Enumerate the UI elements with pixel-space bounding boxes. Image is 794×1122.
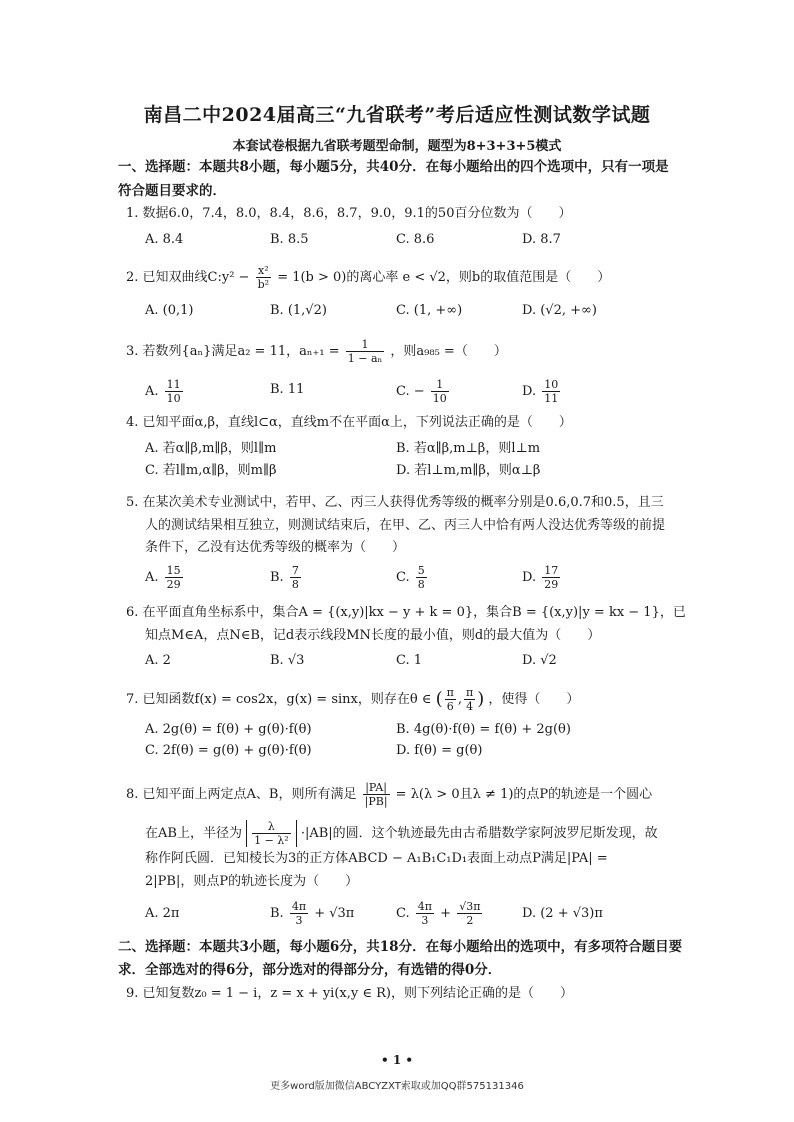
q2-stem-part1: 2. 已知双曲线C:y² − [126, 270, 250, 285]
q8-option-d: D. (2 + √3)π [522, 906, 603, 921]
q2-fraction [256, 264, 271, 291]
q2-option-b: B. (1,√2) [270, 303, 327, 318]
q3-d-num: 10 [544, 378, 559, 391]
q5-option-b [270, 564, 303, 591]
section1-heading-line1: 一、选择题：本题共8小题，每小题5分，共40分．在每小题给出的四个选项中，只有一项是 [118, 159, 669, 175]
q8-c-label: C. [396, 906, 410, 921]
q2-frac-den: b² [257, 278, 270, 291]
q5-c-label: C. [396, 570, 410, 585]
q8-ratio-num: |PA| [363, 781, 390, 795]
q8-option-a: A. 2π [145, 906, 180, 921]
q3-d-fraction [542, 378, 560, 405]
q5-line3: 条件下，乙没有达优秀等级的概率为（ ） [145, 540, 406, 555]
q5-b-fraction [290, 564, 301, 591]
q7-interval-open: ( [435, 688, 443, 710]
q3-stem-part1: 3. 若数列{aₙ}满足a₂ = 11，aₙ₊₁ = [126, 344, 340, 359]
q6-line1: 6. 在平面直角坐标系中，集合A = {(x,y)|kx − y + k = 0}，集合B = {(x,y)|y = kx − 1}，已 [126, 605, 686, 620]
q7-option-a: A. 2g(θ) = f(θ) + g(θ)·f(θ) [145, 722, 312, 737]
q8-ratio-den: |PB| [364, 795, 388, 808]
q8-c-plus: + [440, 906, 452, 921]
q3-fraction [346, 338, 385, 365]
q7-lower-den: 6 [446, 700, 454, 713]
q5-option-c [396, 564, 429, 591]
q8-line3: 称作阿氏圆．已知棱长为3的正方体ABCD − A₁B₁C₁D₁表面上动点P满足|PA| = [145, 851, 608, 866]
q8-c-num2: √3π [459, 900, 481, 913]
q4-option-a: A. 若α∥β,m∥β，则l∥m [145, 441, 277, 456]
q3-c-den: 10 [432, 392, 447, 405]
q7-option-d: D. f(θ) = g(θ) [396, 743, 483, 758]
q8-b-fraction [290, 900, 308, 927]
q7-interval-close: ) [477, 688, 485, 710]
q4-option-b: B. 若α∥β,m⊥β，则l⊥m [396, 441, 541, 456]
q5-option-d [522, 564, 562, 591]
q9-stem: 9. 已知复数z₀ = 1 − i，z = x + yi(x,y ∈ R)，则下列结论正确的是（ ） [126, 986, 573, 1001]
q7-interval-upper [464, 686, 475, 713]
section1-heading-line2: 符合题目要求的． [118, 183, 226, 199]
q5-d-num: 17 [544, 564, 559, 577]
q8-radius-num: λ [252, 820, 291, 834]
q1-option-c: C. 8.6 [396, 232, 435, 247]
q5-d-label: D. [522, 570, 537, 585]
q3-a-label: A. [145, 384, 159, 399]
q8-radius-den: 1 − λ² [254, 834, 289, 847]
q3-option-d [522, 378, 562, 405]
q2-option-a: A. (0,1) [145, 303, 194, 318]
q7-stem: 7. 已知函数f(x) = cos2x，g(x) = sinx，则存在θ ∈ ( $\frac{\pi}{6}$ , $\frac{\pi}{4}$ ) ，使得（ ） [126, 686, 580, 713]
q5-d-fraction [542, 564, 560, 591]
q3-option-c [396, 378, 451, 405]
q3-c-label: C. − [396, 384, 425, 399]
q8-b-num: 4π [291, 900, 307, 913]
q8-c-fraction1 [416, 900, 434, 927]
q3-option-b: B. 11 [270, 382, 305, 397]
q5-c-num: 5 [417, 564, 425, 577]
q5-b-label: B. [270, 570, 284, 585]
q3-c-num: 1 [431, 378, 449, 392]
q3-a-num: 11 [166, 378, 181, 391]
q8-c-num1: 4π [417, 900, 432, 913]
q8-line2-part1: 在AB上，半径为 [145, 826, 242, 841]
q7-lower-num: π [446, 686, 454, 699]
q8-line1-part1: 8. 已知平面上两定点A、B，则所有满足 [126, 787, 357, 802]
q8-line1 [126, 781, 652, 808]
q5-a-num: 15 [166, 564, 181, 577]
q8-c-fraction2 [457, 900, 482, 927]
q7-stem-part2: ，使得（ ） [488, 692, 580, 707]
q3-d-den: 11 [544, 392, 559, 405]
q6-option-a: A. 2 [145, 653, 171, 668]
q1-option-a: A. 8.4 [145, 232, 184, 247]
q3-frac-num: 1 [346, 338, 385, 352]
footer-note: 更多word版加微信ABCYZXT索取或加QQ群575131346 [270, 1081, 524, 1092]
q5-option-a [145, 564, 185, 591]
section2-heading-line2: 求．全部选对的得6分，部分选对的得部分分，有选错的得0分． [118, 962, 502, 978]
q5-line2: 人的测试结果相互独立，则测试结束后，在甲、乙、丙三人中恰有两人没达优秀等级的前提 [145, 518, 666, 533]
q8-option-c [396, 900, 484, 927]
q8-b-den: 3 [295, 914, 303, 927]
section2-heading-line1: 二、选择题：本题共3小题，每小题6分，共18分．在每小题给出的选项中，有多项符合题目要 [118, 939, 683, 955]
q7-option-c: C. 2f(θ) = g(θ) + g(θ)·f(θ) [145, 743, 312, 758]
q5-a-den: 29 [166, 578, 181, 591]
q5-b-den: 8 [291, 578, 299, 591]
q7-upper-num: π [465, 686, 474, 699]
q1-option-b: B. 8.5 [270, 232, 309, 247]
q3-option-a [145, 378, 185, 405]
q8-ratio-fraction [363, 781, 390, 808]
q8-b-label: B. [270, 906, 284, 921]
q5-a-label: A. [145, 570, 159, 585]
q3-d-label: D. [522, 384, 537, 399]
q4-option-c: C. 若l∥m,α∥β，则m∥β [145, 463, 277, 478]
q7-upper-den: 4 [466, 700, 474, 713]
q6-line2: 知点M∈A，点N∈B，记d表示线段MN长度的最小值，则d的最大值为（ ） [145, 628, 601, 643]
q6-option-c: C. 1 [396, 653, 423, 668]
q8-line1-part2: = λ(λ > 0且λ ≠ 1)的点P的轨迹是一个圆心 [395, 787, 653, 802]
q8-b-tail: + √3π [314, 906, 355, 921]
q6-option-d: D. √2 [522, 653, 557, 668]
q3-c-fraction [431, 378, 449, 405]
q8-option-b [270, 900, 354, 927]
q1-option-d: D. 8.7 [522, 232, 561, 247]
q8-radius-abs [246, 820, 297, 847]
q3-stem [126, 338, 507, 365]
q5-c-den: 8 [417, 578, 425, 591]
q3-frac-den: 1 − aₙ [347, 352, 383, 365]
q2-option-d: D. (√2, +∞) [522, 303, 597, 318]
q8-line4: 2|PB|，则点P的轨迹长度为（ ） [145, 874, 359, 889]
q2-frac-num: x² [256, 264, 271, 278]
q5-line1: 5. 在某次美术专业测试中，若甲、乙、丙三人获得优秀等级的概率分别是0.6,0.7和0.5，且三 [126, 495, 664, 510]
page-title: 南昌二中2024届高三“九省联考”考后适应性测试数学试题 [143, 104, 651, 126]
q5-a-fraction [165, 564, 183, 591]
q4-stem: 4. 已知平面α,β，直线l⊂α，直线m不在平面α上，下列说法正确的是（ ） [126, 415, 572, 430]
q8-line2-part2: ·|AB|的圆．这个轨迹最先由古希腊数学家阿波罗尼斯发现，故 [300, 826, 658, 841]
q3-a-fraction [165, 378, 183, 405]
q7-option-b: B. 4g(θ)·f(θ) = f(θ) + 2g(θ) [396, 722, 571, 737]
page-number: • 1 • [380, 1053, 414, 1067]
q8-c-den1: 3 [421, 914, 429, 927]
q3-stem-part2: ，则a₉₈₅ =（ ） [390, 344, 507, 359]
q6-option-b: B. √3 [270, 653, 305, 668]
q8-c-den2: 2 [466, 914, 474, 927]
q8-radius-fraction [252, 820, 291, 847]
q5-d-den: 29 [544, 578, 559, 591]
q2-option-c: C. (1, +∞) [396, 303, 463, 318]
page-subtitle: 本套试卷根据九省联考题型命制，题型为8+3+3+5模式 [232, 139, 562, 154]
q8-line2 [145, 820, 658, 847]
q2-stem [126, 264, 610, 291]
q7-stem-part1: 7. 已知函数f(x) = cos2x，g(x) = sinx，则存在θ ∈ [126, 692, 432, 707]
q3-a-den: 10 [166, 392, 181, 405]
q4-option-d: D. 若l⊥m,m∥β，则α⊥β [396, 463, 541, 478]
q2-stem-part2: = 1(b > 0)的离心率 e < √2，则b的取值范围是（ ） [277, 270, 611, 285]
q1-stem: 1. 数据6.0，7.4，8.0，8.4，8.6，8.7，9.0，9.1的50百分位数为（ ） [126, 206, 572, 221]
q5-c-fraction [416, 564, 427, 591]
q7-interval-lower [445, 686, 456, 713]
q5-b-num: 7 [291, 564, 299, 577]
